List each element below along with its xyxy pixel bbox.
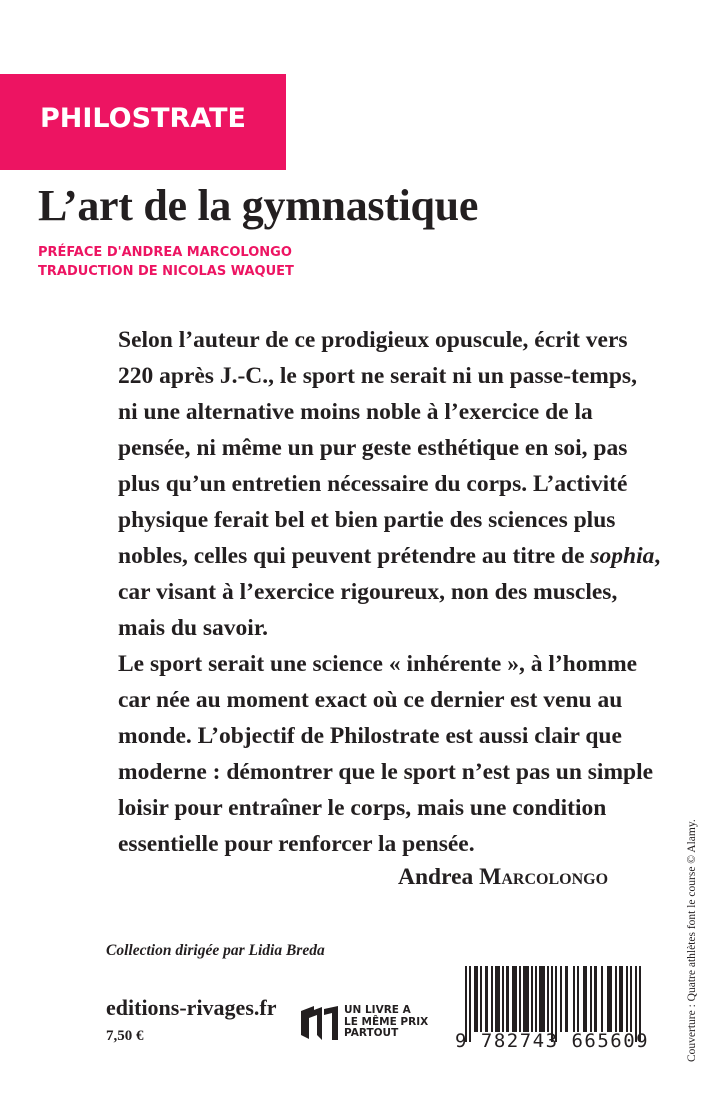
signature-last-name: Marcolongo	[479, 864, 609, 890]
credits	[38, 243, 294, 281]
blurb-line: car visant à l’exercice rigoureux, non des muscles,	[118, 579, 618, 605]
blurb-line: monde. L’objectif de Philostrate est aussi clair que	[118, 723, 622, 749]
book-title: L’art de la gymnastique	[38, 181, 479, 230]
blurb-text: ,	[654, 543, 661, 569]
author-name: PHILOSTRATE	[40, 103, 246, 134]
blurb-line: essentielle pour renforcer la pensée.	[118, 831, 475, 857]
blurb-line: Le sport serait une science « inhérente », à l’homme	[118, 651, 638, 677]
publisher-website[interactable]: editions-rivages.fr	[106, 995, 277, 1020]
blurb-line: plus qu’un entretien nécessaire du corps. L’activité	[118, 471, 628, 497]
single-price-logo	[300, 1005, 430, 1041]
italic-term: sophia	[590, 543, 655, 569]
blurb-line: 220 après J.-C., le sport ne serait ni un passe-temps,	[118, 363, 637, 389]
blurb-line: pensée, ni même un pur geste esthétique en soi, pas	[118, 435, 628, 461]
blurb-signature	[398, 861, 608, 893]
author-band	[0, 74, 286, 170]
book-price-logo-icon	[300, 1005, 340, 1041]
logo-line: UN LIVRE A	[344, 1004, 411, 1016]
logo-line: PARTOUT	[344, 1027, 399, 1039]
price: 7,50 €	[106, 1028, 144, 1044]
blurb-line	[118, 538, 661, 574]
translation-credit: TRADUCTION DE NICOLAS WAQUET	[38, 264, 294, 279]
cover-photo-credit: Couverture : Quatre athlètes font le course © Alamy.	[686, 819, 698, 1062]
isbn-number: 9 782743 665609	[455, 1030, 650, 1052]
blurb-line: Selon l’auteur de ce prodigieux opuscule, écrit vers	[118, 327, 628, 353]
logo-text	[344, 1005, 428, 1040]
collection-credit: Collection dirigée par Lidia Breda	[106, 942, 325, 959]
blurb	[118, 322, 661, 862]
blurb-text: nobles, celles qui peuvent prétendre au titre de	[118, 543, 591, 569]
blurb-line: moderne : démontrer que le sport n’est pas un simple	[118, 759, 654, 785]
logo-line: LE MÊME PRIX	[344, 1015, 429, 1028]
blurb-line: mais du savoir.	[118, 615, 268, 641]
blurb-line: loisir pour entraîner le corps, mais une condition	[118, 795, 607, 821]
blurb-line: physique ferait bel et bien partie des sciences plus	[118, 507, 616, 533]
preface-credit: PRÉFACE D'ANDREA MARCOLONGO	[38, 245, 292, 260]
signature-first-name: Andrea	[398, 864, 480, 890]
blurb-line: car née au moment exact où ce dernier est venu au	[118, 687, 623, 713]
isbn-barcode	[455, 966, 650, 1056]
blurb-line: ni une alternative moins noble à l’exercice de la	[118, 399, 593, 425]
